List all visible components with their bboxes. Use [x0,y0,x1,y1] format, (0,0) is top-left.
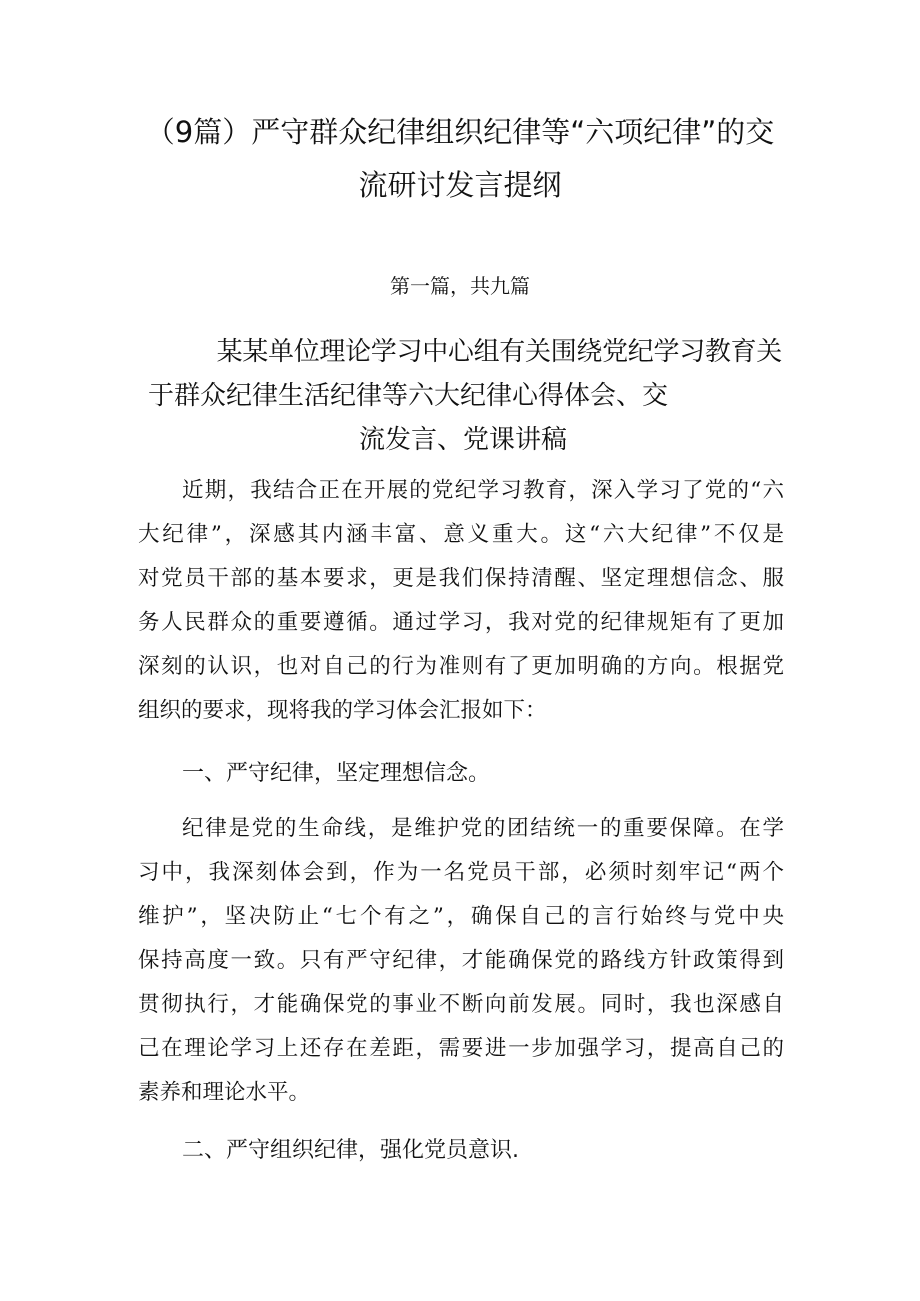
section1-paragraph-line: 维护”，坚决防止“七个有之”，确保自己的言行始终与党中央 [138,904,784,929]
section1-paragraph-line: 己在理论学习上还存在差距，需要进一步加强学习，提高自己的 [138,1036,784,1061]
part-label: 第一篇，共九篇 [390,274,530,298]
intro-paragraph-line: 对党员干部的基本要求，更是我们保持清醒、坚定理想信念、服 [138,566,784,591]
intro-paragraph-line: 深刻的认识，也对自己的行为准则有了更加明确的方向。根据党 [138,654,784,679]
section-heading-1: 一、严守纪律，坚定理想信念。 [182,761,491,786]
section1-paragraph-line: 习中，我深刻体会到，作为一名党员干部，必须时刻牢记“两个 [138,860,784,885]
intro-paragraph-line: 组织的要求，现将我的学习体会汇报如下： [138,698,547,723]
section-heading-2: 二、严守组织纪律，强化党员意识. [182,1138,519,1163]
section1-paragraph-line: 保持高度一致。只有严守纪律，才能确保党的路线方针政策得到 [138,948,784,973]
intro-paragraph-line: 务人民群众的重要遵循。通过学习，我对党的纪律规矩有了更加 [138,610,784,635]
subtitle-line-2: 于群众纪律生活纪律等六大纪律心得体会、交 [148,381,669,411]
section1-paragraph-line: 纪律是党的生命线，是维护党的团结统一的重要保障。在学 [182,816,784,841]
document-title-line-2: 流研讨发言提纲 [358,168,562,202]
section1-paragraph-line: 素养和理论水平。 [138,1080,311,1105]
section1-paragraph-line: 贯彻执行，才能确保党的事业不断向前发展。同时，我也深感自 [138,992,784,1017]
intro-paragraph-line: 大纪律”，深感其内涵丰富、意义重大。这“六大纪律”不仅是 [138,522,784,547]
subtitle-line-3: 流发言、党课讲稿 [359,425,568,455]
document-title-line-1: （9篇）严守群众纪律组织纪律等“六项纪律”的交 [145,115,775,149]
subtitle-line-1: 某某单位理论学习中心组有关围绕党纪学习教育关 [216,337,782,367]
intro-paragraph-line: 近期，我结合正在开展的党纪学习教育，深入学习了党的“六 [182,478,784,503]
